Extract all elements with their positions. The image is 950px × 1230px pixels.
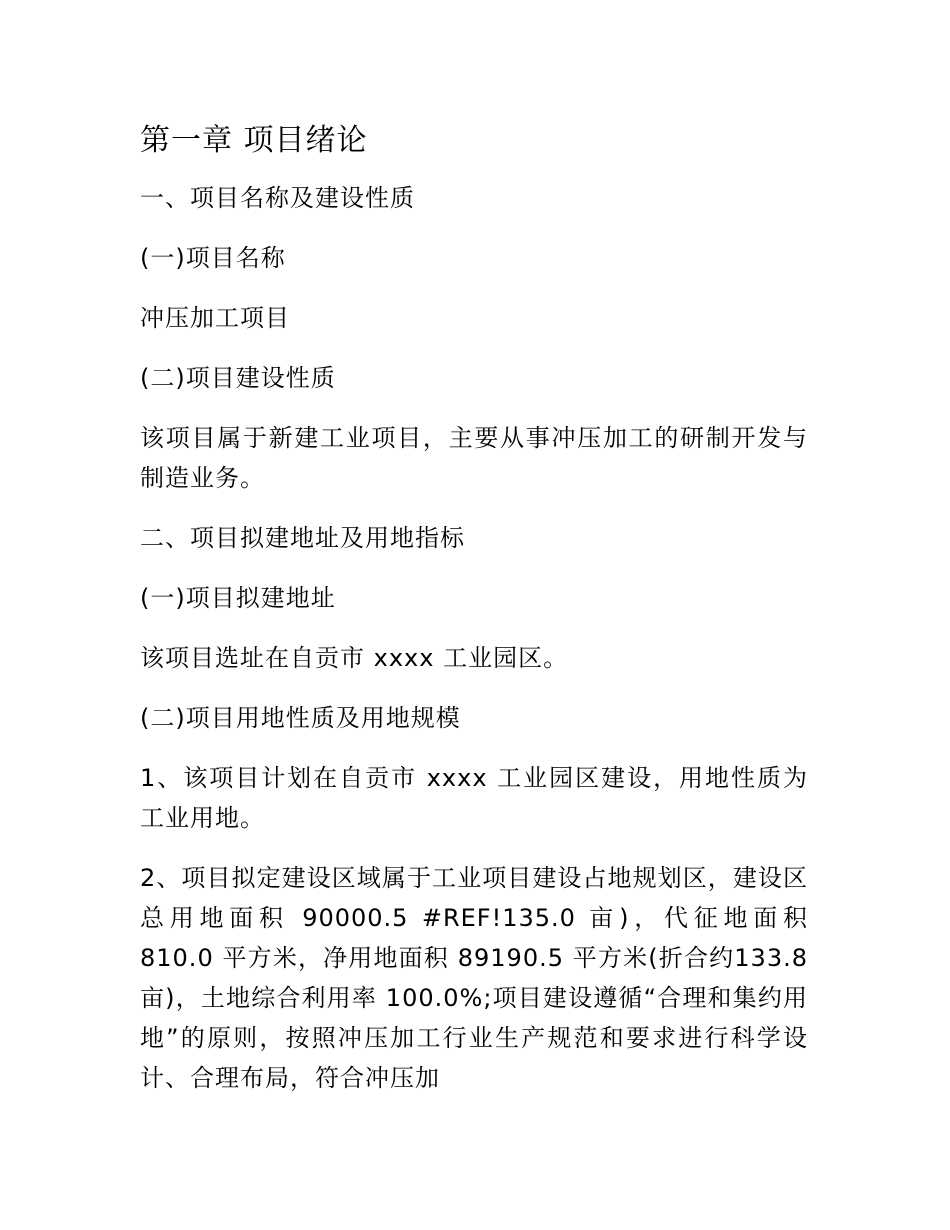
document-body <box>140 118 808 1118</box>
body-paragraph: 该项目选址在自贡市 xxxx 工业园区。 <box>140 644 569 672</box>
section-heading: 二、项目拟建地址及用地指标 <box>140 524 465 552</box>
subsection-heading: (一)项目拟建地址 <box>140 584 336 612</box>
chapter-title: 第一章 项目绪论 <box>140 123 368 158</box>
body-paragraph: 该项目属于新建工业项目，主要从事冲压加工的研制开发与制造业务。 <box>140 424 808 492</box>
subsection-heading: (二)项目建设性质 <box>140 364 336 392</box>
subsection-heading: (二)项目用地性质及用地规模 <box>140 704 461 732</box>
body-paragraph: 1、该项目计划在自贡市 xxxx 工业园区建设，用地性质为工业用地。 <box>140 764 808 832</box>
subsection-heading: (一)项目名称 <box>140 244 286 272</box>
body-paragraph: 2、项目拟定建设区域属于工业项目建设占地规划区，建设区总用地面积 90000.5 #REF!135.0 亩)，代征地面积 810.0 平方米，净用地面积 89190.5 平方米(折合约133.8 亩)，土地综合利用率 100.0%;项目建设遵循“合理和集约用地”的原则，按照冲压加工行业生产规范和要求进行科学设计、合理布局，符合冲压加 <box>140 864 808 1092</box>
body-paragraph: 冲压加工项目 <box>140 304 290 332</box>
section-heading: 一、项目名称及建设性质 <box>140 184 415 212</box>
